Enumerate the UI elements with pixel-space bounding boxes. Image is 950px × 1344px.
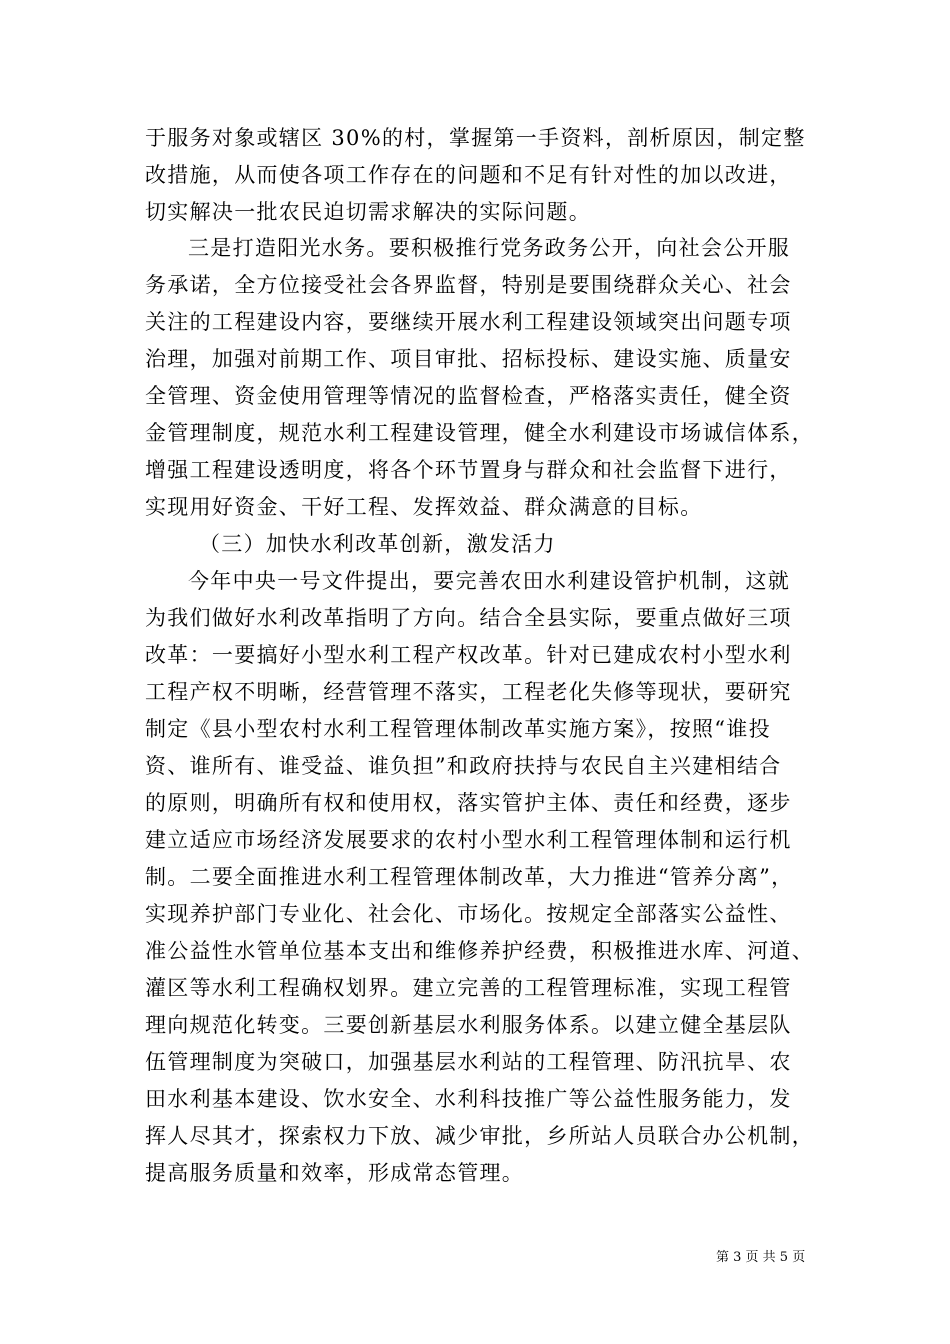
body-line: 增强工程建设透明度，将各个环节置身与群众和社会监督下进行， [145,458,792,482]
body-line: 为我们做好水利改革指明了方向。结合全县实际，要重点做好三项 [145,606,792,630]
body-line: 实现养护部门专业化、社会化、市场化。按规定全部落实公益性、 [145,902,792,926]
body-line: 全管理、资金使用管理等情况的监督检查，严格落实责任，健全资 [145,384,792,408]
body-line: 工程产权不明晰，经营管理不落实，工程老化失修等现状，要研究 [145,680,792,704]
body-line: 关注的工程建设内容，要继续开展水利工程建设领域突出问题专项 [145,310,792,334]
body-line: 灌区等水利工程确权划界。建立完善的工程管理标准，实现工程管 [145,976,792,1000]
page-number: 第 3 页 共 5 页 [716,1250,806,1265]
body-line: 治理，加强对前期工作、项目审批、招标投标、建设实施、质量安 [145,347,792,371]
body-line: 田水利基本建设、饮水安全、水利科技推广等公益性服务能力，发 [145,1087,792,1111]
body-line: 务承诺，全方位接受社会各界监督，特别是要围绕群众关心、社会 [145,273,792,297]
paragraph-first-line: 今年中央一号文件提出，要完善农田水利建设管护机制，这就 [188,569,791,593]
body-line: 提高服务质量和效率，形成常态管理。 [145,1161,525,1185]
section-heading: （三）加快水利改革创新，激发活力 [199,532,556,556]
body-line: 挥人尽其才，探索权力下放、减少审批，乡所站人员联合办公机制， [145,1124,814,1148]
body-line: 准公益性水管单位基本支出和维修养护经费，积极推进水库、河道、 [145,939,814,963]
body-line: 切实解决一批农民迫切需求解决的实际问题。 [145,200,591,224]
body-line: 于服务对象或辖区 30%的村，掌握第一手资料，剖析原因，制定整 [145,126,806,150]
body-line: 制定《县小型农村水利工程管理体制改革实施方案》，按照“谁投 [145,717,771,741]
body-line: 实现用好资金、干好工程、发挥效益、群众满意的目标。 [145,495,703,519]
body-line: 制。二要全面推进水利工程管理体制改革，大力推进“管养分离”， [145,865,794,889]
body-line: 金管理制度，规范水利工程建设管理，健全水利建设市场诚信体系， [145,421,814,445]
body-line: 资、谁所有、谁受益、谁负担”和政府扶持与农民自主兴建相结合 [145,754,782,778]
paragraph-first-line: 三是打造阳光水务。要积极推行党务政务公开，向社会公开服 [188,236,791,260]
body-line: 建立适应市场经济发展要求的农村小型水利工程管理体制和运行机 [145,828,792,852]
body-line: 改革：一要搞好小型水利工程产权改革。针对已建成农村小型水利 [145,643,792,667]
body-line: 改措施，从而使各项工作存在的问题和不足有针对性的加以改进， [145,163,792,187]
body-line: 理向规范化转变。三要创新基层水利服务体系。以建立健全基层队 [145,1013,792,1037]
body-line: 的原则，明确所有权和使用权，落实管护主体、责任和经费，逐步 [145,791,792,815]
body-line: 伍管理制度为突破口，加强基层水利站的工程管理、防汛抗旱、农 [145,1050,792,1074]
